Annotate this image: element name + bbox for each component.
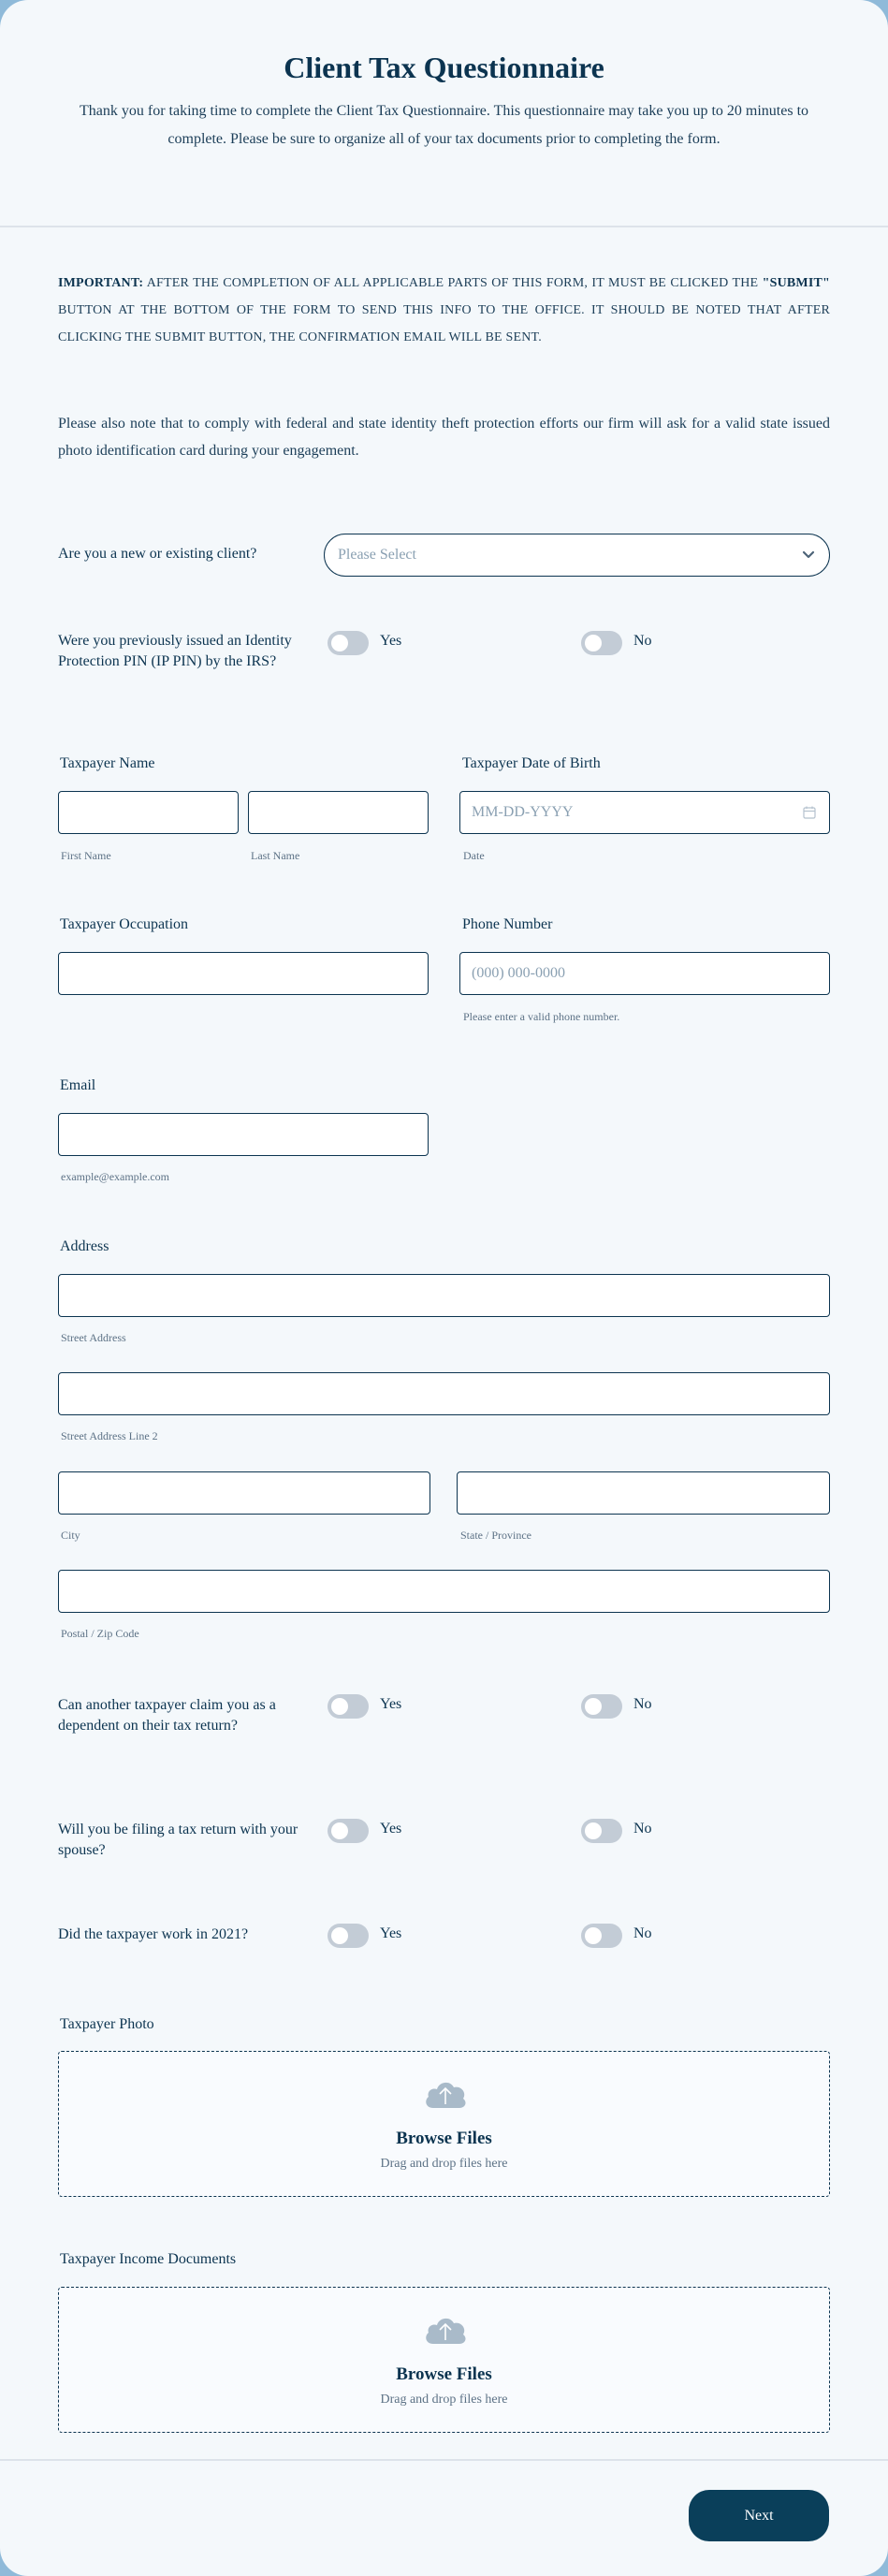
calendar-icon[interactable]	[801, 804, 818, 821]
last-name-input[interactable]	[248, 791, 429, 834]
header-divider	[0, 226, 888, 227]
important-notice	[58, 270, 830, 351]
chevron-down-icon	[801, 547, 816, 562]
next-button[interactable]: Next	[689, 2490, 829, 2541]
occupation-input[interactable]	[58, 952, 429, 995]
work-2021-question: Did the taxpayer work in 2021?	[58, 1926, 249, 1942]
dependent-no-label: No	[633, 1696, 652, 1712]
zip-input[interactable]	[58, 1570, 830, 1613]
work-2021-yes-toggle[interactable]	[328, 1924, 369, 1948]
taxpayer-photo-dropzone[interactable]	[58, 2051, 830, 2197]
income-documents-label: Taxpayer Income Documents	[60, 2251, 237, 2267]
work-2021-no-toggle[interactable]	[581, 1924, 622, 1948]
dob-placeholder: MM-DD-YYYY	[472, 804, 574, 820]
address-label: Address	[60, 1238, 109, 1254]
taxpayer-photo-label: Taxpayer Photo	[60, 2016, 154, 2032]
footer-divider	[0, 2459, 888, 2461]
phone-placeholder: (000) 000-0000	[472, 965, 565, 981]
page-subtitle: Thank you for taking time to complete the Client Tax Questionnaire. This questionnaire may take you up to 20 minutes to complete. Please be sure to organize all of your tax documents prior to completing the form.	[79, 103, 809, 147]
cloud-upload-icon	[422, 2312, 469, 2346]
phone-input[interactable]	[459, 952, 830, 995]
dependent-question: Can another taxpayer claim you as a dependent on their tax return?	[58, 1697, 276, 1734]
ip-pin-no-label: No	[633, 633, 652, 649]
notice-submit: "SUBMIT"	[762, 276, 830, 290]
spouse-question: Will you be filing a tax return with your spouse?	[58, 1822, 298, 1858]
first-name-sublabel: First Name	[61, 849, 111, 862]
occupation-label: Taxpayer Occupation	[60, 916, 189, 932]
street-address-sublabel: Street Address	[61, 1331, 126, 1344]
state-sublabel: State / Province	[460, 1529, 531, 1542]
income-documents-dropzone[interactable]	[58, 2287, 830, 2433]
city-sublabel: City	[61, 1529, 80, 1542]
work-2021-yes-label: Yes	[380, 1925, 402, 1941]
cloud-upload-icon	[422, 2076, 469, 2110]
zip-sublabel: Postal / Zip Code	[61, 1627, 139, 1640]
street-address-2-input[interactable]	[58, 1372, 830, 1415]
last-name-sublabel: Last Name	[251, 849, 300, 862]
client-type-label: Are you a new or existing client?	[58, 546, 257, 562]
email-input[interactable]	[58, 1113, 429, 1156]
dependent-yes-label: Yes	[380, 1696, 402, 1712]
street-address-input[interactable]	[58, 1274, 830, 1317]
phone-hint: Please enter a valid phone number.	[463, 1010, 620, 1023]
notice-lead: IMPORTANT:	[58, 276, 144, 290]
ip-pin-question: Were you previously issued an Identity Protection PIN (IP PIN) by the IRS?	[58, 633, 292, 669]
page-title: Client Tax Questionnaire	[284, 51, 604, 84]
ip-pin-yes-toggle[interactable]	[328, 631, 369, 655]
state-input[interactable]	[457, 1471, 830, 1515]
dob-input[interactable]	[459, 791, 830, 834]
spouse-yes-label: Yes	[380, 1821, 402, 1837]
spouse-no-toggle[interactable]	[581, 1819, 622, 1843]
browse-files-button[interactable]: Browse Files	[396, 2129, 492, 2148]
email-label: Email	[60, 1077, 96, 1093]
notice-text: AFTER THE COMPLETION OF ALL APPLICABLE PARTS OF THIS FORM, IT MUST BE CLICKED THE	[143, 276, 763, 290]
drag-drop-text: Drag and drop files here	[380, 2157, 508, 2171]
ip-pin-yes-label: Yes	[380, 633, 402, 649]
client-type-select[interactable]	[324, 534, 830, 577]
ip-pin-no-toggle[interactable]	[581, 631, 622, 655]
identity-note: Please also note that to comply with federal and state identity theft protection efforts our firm will ask for a valid state issued photo identification card during your engagement.	[58, 416, 830, 459]
city-input[interactable]	[58, 1471, 430, 1515]
taxpayer-name-label: Taxpayer Name	[60, 755, 155, 771]
dob-sublabel: Date	[463, 849, 485, 862]
spouse-yes-toggle[interactable]	[328, 1819, 369, 1843]
email-sublabel: example@example.com	[61, 1170, 170, 1183]
street-address-2-sublabel: Street Address Line 2	[61, 1429, 158, 1442]
client-type-placeholder: Please Select	[338, 547, 416, 563]
first-name-input[interactable]	[58, 791, 239, 834]
dob-label: Taxpayer Date of Birth	[462, 755, 601, 771]
spouse-no-label: No	[633, 1821, 652, 1837]
dependent-no-toggle[interactable]	[581, 1694, 622, 1719]
browse-files-button[interactable]: Browse Files	[396, 2364, 492, 2384]
dependent-yes-toggle[interactable]	[328, 1694, 369, 1719]
phone-label: Phone Number	[462, 916, 553, 932]
notice-text-2: BUTTON AT THE BOTTOM OF THE FORM TO SEND THIS INFO TO THE OFFICE. IT SHOULD BE NOTED THAT AFTER CLICKING THE SUBMIT BUTTON, THE CONFIRMATION EMAIL WILL BE SENT.	[58, 303, 830, 344]
work-2021-no-label: No	[633, 1925, 652, 1941]
drag-drop-text: Drag and drop files here	[380, 2393, 508, 2407]
